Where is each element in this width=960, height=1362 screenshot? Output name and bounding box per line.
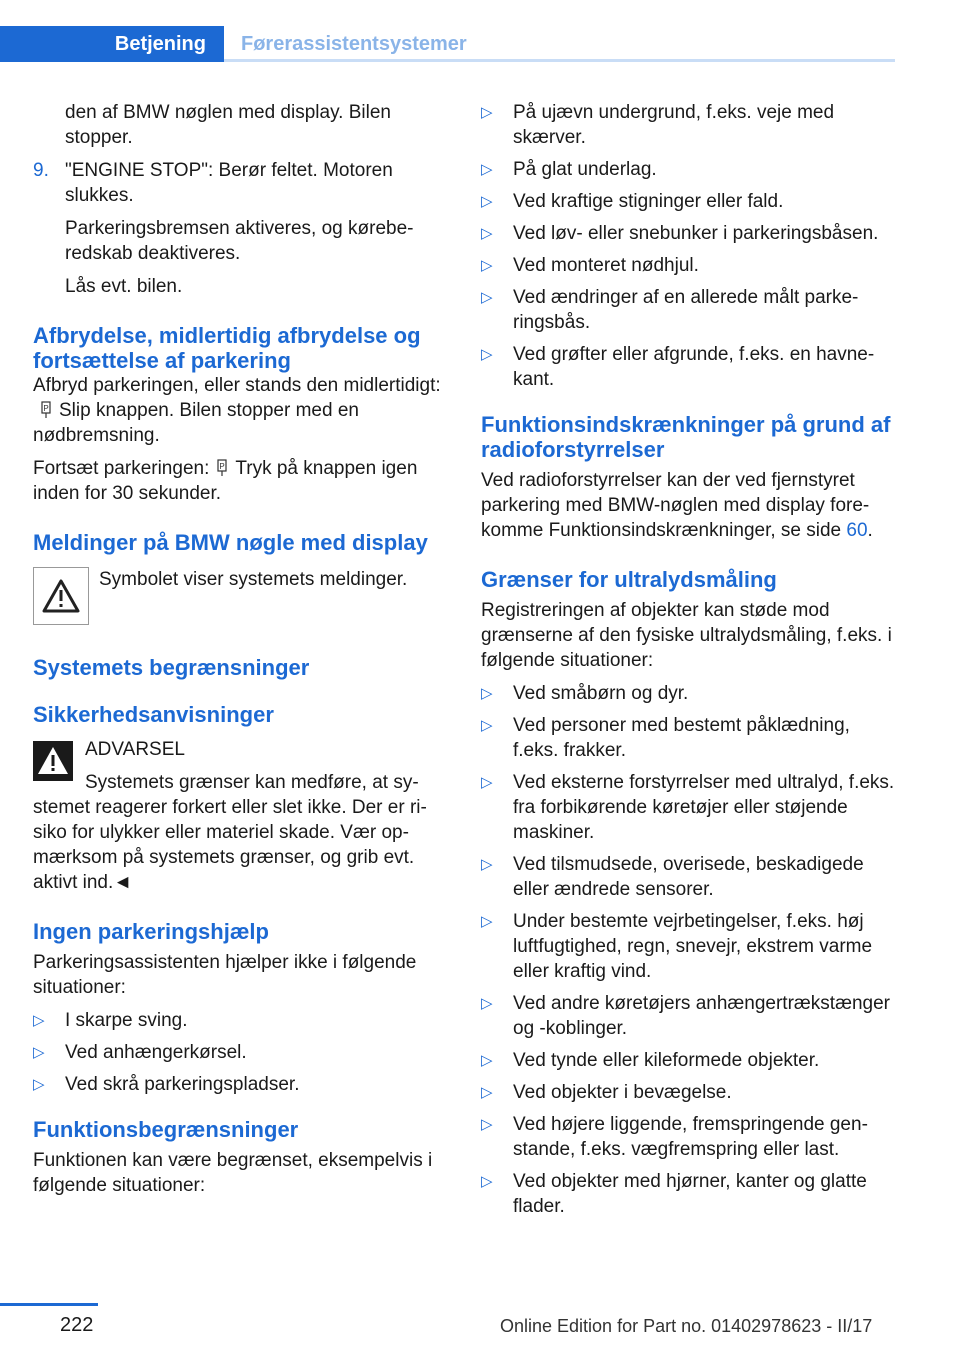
continued-step-text: den af BMW nøglen med display. Bilen stopper.: [65, 102, 391, 148]
heading-limits: Systemets begrænsninger: [33, 655, 310, 680]
page-number: 222: [60, 1314, 94, 1336]
triangle-bullet-icon: ▷: [481, 289, 493, 306]
step-9: [33, 158, 445, 299]
list-item: ▷ Ved småbørn og dyr.: [481, 683, 689, 704]
triangle-bullet-icon: ▷: [33, 1012, 45, 1029]
list-item: ▷ Ved andre køretøjers anhængertrækstænger og -koblinger.: [481, 993, 891, 1039]
triangle-bullet-icon: ▷: [481, 161, 493, 178]
messages-text: Symbolet viser systemets meldinger.: [99, 569, 408, 590]
triangle-bullet-icon: ▷: [481, 856, 493, 873]
list-item: ▷ Under bestemte vejrbetingelser, f.eks. høj luftfugtighed, regn, snevejr, ekstrem varme eller kraftig vind.: [481, 911, 873, 982]
no-help-text: Parkeringsassistenten hjælper ikke i følgende situationer:: [33, 952, 417, 998]
page-header: [0, 0, 895, 62]
resume-paragraph: Fortsæt parkeringen: P Tryk på knappen igen inden for 30 sekunder.: [33, 458, 418, 504]
header-rule: [224, 59, 895, 62]
footer-rule: [0, 1303, 98, 1306]
list-item: ▷ Ved ændringer af en allerede målt parkeringsbås.: [481, 287, 859, 333]
list-item: ▷ På glat underlag.: [481, 159, 657, 180]
triangle-bullet-icon: ▷: [481, 104, 493, 121]
list-item: ▷ Ved højere liggende, fremspringende genstande, f.eks. vægfremspring eller last.: [481, 1114, 868, 1160]
func-limits-list: [481, 100, 895, 392]
list-item: ▷ Ved grøfter eller afgrunde, f.eks. en havnekant.: [481, 344, 875, 390]
list-item: ▷ Ved objekter i bevægelse.: [481, 1082, 732, 1103]
list-item: ▷ Ved personer med bestemt påklædning, f.eks. frakker.: [481, 715, 850, 761]
messages-note: [33, 567, 445, 625]
ultrasound-list: [481, 681, 895, 1219]
list-item: ▷ I skarpe sving.: [33, 1010, 188, 1031]
warning-block: [33, 737, 445, 895]
warning-triangle-icon: [33, 741, 73, 781]
heading-ultrasound: Grænser for ultralydsmåling: [481, 567, 777, 592]
triangle-bullet-icon: ▷: [33, 1076, 45, 1093]
svg-text:P: P: [219, 462, 226, 471]
list-item: ▷ Ved tilsmudsede, overisede, beskadigede eller ændrede sensorer.: [481, 854, 864, 900]
step-text-3: Lås evt. bilen.: [65, 276, 183, 297]
chapter-tab[interactable]: Betjening: [0, 26, 224, 62]
triangle-bullet-icon: ▷: [481, 717, 493, 734]
step-number: 9.: [33, 160, 49, 181]
list-item: ▷ Ved kraftige stigninger eller fald.: [481, 191, 784, 212]
triangle-bullet-icon: ▷: [481, 995, 493, 1012]
step-text: "ENGINE STOP": Berør feltet. Motoren slukkes.: [65, 160, 393, 206]
warning-text: Systemets grænser kan medføre, at systemet reagerer forkert eller slet ikke. Der er risiko for ulykker eller materiel skade. Vær opmærksom på systemets grænser, og grib evt. aktivt ind.◄: [33, 772, 427, 893]
parking-button-icon: [39, 401, 53, 419]
triangle-bullet-icon: ▷: [481, 1084, 493, 1101]
radio-text: Ved radioforstyrrelser kan der ved fjernstyret parkering med BMW-nøglen med display forekomme Funktionsindskrænkninger, se side 60.: [481, 470, 873, 541]
triangle-bullet-icon: ▷: [481, 1052, 493, 1069]
heading-safety: Sikkerhedsanvisninger: [33, 702, 274, 727]
list-item: ▷ Ved løv- eller snebunker i parkeringsbåsen.: [481, 223, 879, 244]
svg-text:P: P: [43, 404, 49, 413]
triangle-bullet-icon: ▷: [481, 225, 493, 242]
triangle-bullet-icon: ▷: [481, 685, 493, 702]
edition-text: Online Edition for Part no. 01402978623 - II/17: [500, 1316, 873, 1336]
list-item: ▷ Ved monteret nødhjul.: [481, 255, 699, 276]
heading-func-limits: Funktionsbegrænsninger: [33, 1117, 299, 1142]
triangle-bullet-icon: ▷: [481, 346, 493, 363]
list-item: ▷ Ved objekter med hjørner, kanter og glatte flader.: [481, 1171, 867, 1217]
triangle-bullet-icon: ▷: [33, 1044, 45, 1061]
right-column: [481, 100, 895, 1226]
page-link[interactable]: 60: [846, 520, 868, 541]
triangle-bullet-icon: ▷: [481, 257, 493, 274]
triangle-bullet-icon: ▷: [481, 1116, 493, 1133]
triangle-bullet-icon: ▷: [481, 913, 493, 930]
heading-radio: Funktionsindskrænkninger på grund af radioforstyrrelser: [481, 412, 891, 462]
list-item: ▷ Ved skrå parkeringspladser.: [33, 1074, 300, 1095]
warning-triangle-icon: [33, 567, 89, 625]
list-item: ▷ Ved anhængerkørsel.: [33, 1042, 247, 1063]
list-item: ▷ Ved eksterne forstyrrelser med ultralyd, f.eks. fra forbikørende køretøjer eller støjende maskiner.: [481, 772, 895, 843]
heading-no-help: Ingen parkeringshjælp: [33, 919, 269, 944]
list-item: ▷ Ved tynde eller kileformede objekter.: [481, 1050, 820, 1071]
triangle-bullet-icon: ▷: [481, 193, 493, 210]
triangle-bullet-icon: ▷: [481, 1173, 493, 1190]
section-tab[interactable]: Førerassistentsystemer: [241, 32, 467, 55]
heading-interrupt: Afbrydelse, midlertidig afbrydelse og fortsættelse af parkering: [33, 323, 421, 373]
left-column: [33, 100, 445, 1198]
list-item: ▷ På ujævn undergrund, f.eks. veje med skærver.: [481, 102, 835, 148]
ultrasound-text: Registreringen af objekter kan støde mod grænserne af den fysiske ultralydsmåling, f.eks. i følgende situationer:: [481, 600, 892, 671]
interrupt-paragraph: Afbryd parkeringen, eller stands den midlertidigt: P Slip knappen. Bilen stopper med en nødbremsning.: [33, 375, 441, 446]
no-help-list: [33, 1008, 445, 1097]
parking-button-icon: [215, 459, 229, 477]
warning-title: ADVARSEL: [85, 739, 185, 760]
heading-messages: Meldinger på BMW nøgle med display: [33, 530, 428, 555]
step-text-2: Parkeringsbremsen aktiveres, og køreberedskab deaktiveres.: [65, 218, 414, 264]
func-limits-text: Funktionen kan være begrænset, eksempelvis i følgende situationer:: [33, 1150, 433, 1196]
triangle-bullet-icon: ▷: [481, 774, 493, 791]
